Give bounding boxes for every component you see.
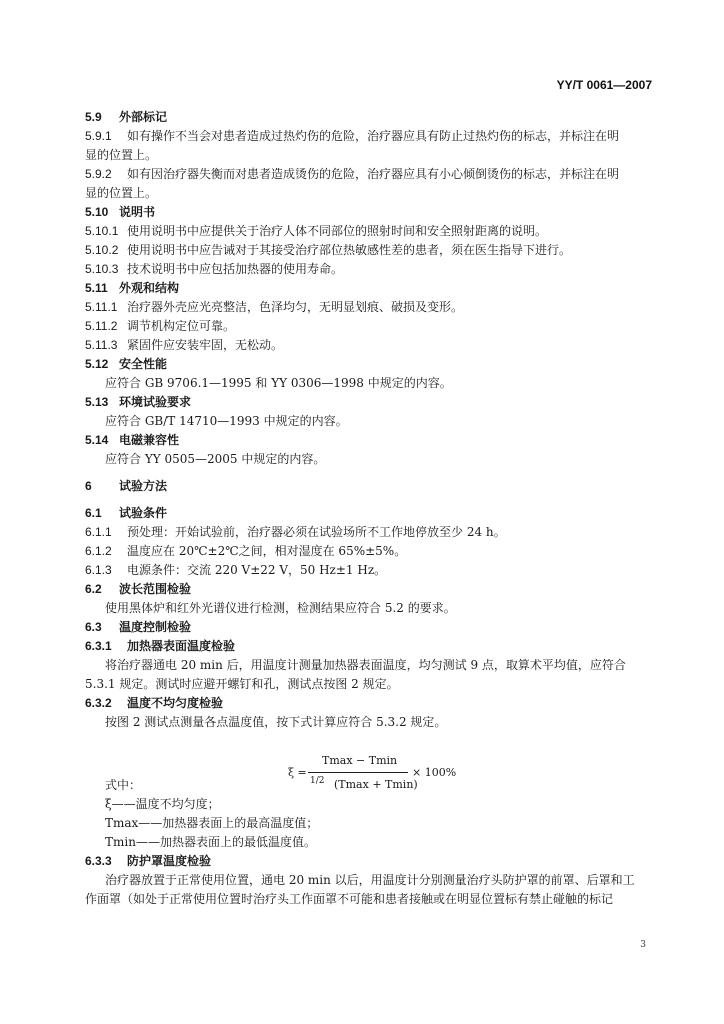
- section-text: 将治疗器通电 20 min 后，用温度计测量加热器表面温度，均匀测试 9 点，取算术平均值，应符合: [105, 658, 626, 672]
- section-text: 按图 2 测试点测量各点温度值，按下式计算应符合 5.3.2 规定。: [105, 715, 447, 729]
- section-text: 紧固件应安装牢固，无松动。: [127, 338, 284, 352]
- section-heading: [85, 281, 179, 296]
- section-text: 应符合 GB 9706.1—1995 和 YY 0306—1998 中规定的内容。: [105, 376, 452, 390]
- formula-suffix: × 100%: [412, 766, 457, 779]
- section-text: 5.3.1 规定。测试时应避开螺钉和孔，测试点按图 2 规定。: [85, 677, 399, 691]
- section-number: 6: [85, 479, 92, 493]
- section-number: 5.9: [85, 110, 102, 124]
- section-text: 说明书: [119, 205, 156, 219]
- section-heading: [85, 357, 167, 372]
- section-text: 治疗器放置于正常使用位置，通电 20 min 以后，用温度计分别测量治疗头防护罩的前罩、后罩和工: [105, 873, 635, 887]
- body-line: [85, 544, 406, 559]
- section-number: 5.11.1: [85, 300, 118, 314]
- body-line: [85, 224, 547, 239]
- section-text: 使用说明书中应提供关于治疗人体不同部位的照射时间和安全照射距离的说明。: [127, 224, 548, 238]
- section-text: 环境试验要求: [119, 395, 192, 409]
- section-text: 治疗器外壳应光亮整洁，色泽均匀，无明显划痕、破损及变形。: [127, 300, 464, 314]
- formula-lhs: ξ =: [288, 766, 307, 779]
- body-line: [85, 129, 619, 144]
- section-heading: [85, 395, 191, 410]
- section-number: 6.1.3: [85, 563, 112, 577]
- section-text: 电磁兼容性: [119, 433, 180, 447]
- section-number: 5.10: [85, 205, 109, 219]
- body-line: [85, 186, 157, 201]
- section-number: 5.11.3: [85, 338, 118, 352]
- section-text: 显的位置上。: [85, 186, 158, 200]
- body-line: [105, 835, 316, 850]
- section-number: 5.14: [85, 433, 109, 447]
- section-text: 波长范围检验: [119, 582, 192, 596]
- section-text: 温度不均匀度检验: [127, 696, 224, 710]
- section-number: 5.10.1: [85, 224, 119, 238]
- section-text: Tmin——加热器表面上的最低温度值。: [105, 835, 316, 849]
- section-text: 温度应在 20℃±2℃之间，相对湿度在 65%±5%。: [127, 544, 407, 558]
- section-number: 6.3.1: [85, 639, 112, 653]
- section-text: 试验条件: [119, 506, 168, 520]
- section-text: 使用黑体炉和红外光谱仪进行检测，检测结果应符合 5.2 的要求。: [105, 601, 456, 615]
- body-line: [85, 525, 506, 540]
- section-heading: [85, 582, 191, 597]
- section-heading: [85, 479, 167, 494]
- section-heading: [85, 620, 191, 635]
- formula-half: 1/2: [310, 776, 325, 786]
- section-heading: [85, 639, 235, 654]
- section-text: 电源条件：交流 220 V±22 V，50 Hz±1 Hz。: [127, 563, 387, 577]
- section-text: 技术说明书中应包括加热器的使用寿命。: [127, 262, 344, 276]
- section-text: 使用说明书中应告诫对于其接受治疗部位热敏感性差的患者，须在医生指导下进行。: [127, 243, 572, 257]
- section-text: 外部标记: [119, 110, 168, 124]
- formula-numerator: Tmax − Tmin: [322, 754, 398, 767]
- section-number: 6.3.2: [85, 696, 112, 710]
- fraction-bar: [308, 772, 408, 773]
- section-text: 防护罩温度检验: [127, 854, 212, 868]
- body-line: [85, 262, 343, 277]
- section-heading: [85, 696, 223, 711]
- section-heading: [85, 110, 167, 125]
- section-number: 5.11: [85, 281, 108, 295]
- section-number: 6.1.2: [85, 544, 112, 558]
- body-line: [85, 300, 463, 315]
- section-text: 显的位置上。: [85, 148, 158, 162]
- section-number: 5.10.3: [85, 262, 119, 276]
- section-heading: [85, 854, 211, 869]
- section-number: 5.9.1: [85, 129, 112, 143]
- body-line: [105, 658, 626, 673]
- section-number: 6.3: [85, 620, 102, 634]
- section-text: 作面罩（如处于正常使用位置时治疗头工作面罩不可能和患者接触或在明显位置标有禁止碰触的标记: [85, 892, 614, 906]
- body-line: [85, 677, 399, 692]
- document-id: YY/T 0061—2007: [556, 78, 652, 92]
- formula-denominator: (Tmax + Tmin): [334, 778, 418, 791]
- section-text: 应符合 GB/T 14710—1993 中规定的内容。: [105, 414, 348, 428]
- body-line: [105, 414, 348, 429]
- section-text: 式中：: [105, 778, 142, 792]
- section-number: 6.1.1: [85, 525, 112, 539]
- body-line: [105, 816, 318, 831]
- section-text: 温度控制检验: [119, 620, 192, 634]
- section-text: 加热器表面温度检验: [127, 639, 236, 653]
- body-line: [85, 167, 619, 182]
- body-line: [105, 601, 456, 616]
- body-line: [105, 873, 635, 888]
- nonuniformity-formula: [288, 752, 468, 798]
- section-heading: [85, 205, 155, 220]
- body-line: [105, 452, 325, 467]
- body-line: [85, 892, 613, 907]
- section-text: 试验方法: [119, 479, 168, 493]
- body-line: [105, 797, 220, 812]
- section-number: 5.13: [85, 395, 109, 409]
- section-heading: [85, 433, 179, 448]
- body-line: [85, 148, 157, 163]
- section-number: 5.10.2: [85, 243, 119, 257]
- section-text: 如有因治疗器失衡而对患者造成烫伤的危险，治疗器应具有小心倾倒烫伤的标志，并标注在明: [127, 167, 620, 181]
- section-number: 6.1: [85, 506, 102, 520]
- section-text: 应符合 YY 0505—2005 中规定的内容。: [105, 452, 326, 466]
- section-number: 5.9.2: [85, 167, 112, 181]
- section-text: 如有操作不当会对患者造成过热灼伤的危险，治疗器应具有防止过热灼伤的标志，并标注在明: [127, 129, 620, 143]
- section-number: 6.2: [85, 582, 102, 596]
- section-text: Tmax——加热器表面上的最高温度值；: [105, 816, 319, 830]
- section-number: 5.12: [85, 357, 109, 371]
- section-text: 外观和结构: [119, 281, 180, 295]
- section-heading: [85, 506, 167, 521]
- body-line: [85, 243, 571, 258]
- section-text: ξ——温度不均匀度；: [105, 797, 220, 811]
- section-number: 6.3.3: [85, 854, 112, 868]
- body-line: [105, 778, 141, 793]
- section-text: 安全性能: [119, 357, 168, 371]
- body-line: [105, 376, 452, 391]
- section-number: 5.11.2: [85, 319, 118, 333]
- body-line: [85, 563, 386, 578]
- body-line: [105, 715, 446, 730]
- body-line: [85, 319, 235, 334]
- section-text: 预处理：开始试验前，治疗器必须在试验场所不工作地停放至少 24 h。: [127, 525, 506, 539]
- section-text: 调节机构定位可靠。: [127, 319, 236, 333]
- page-number: 3: [640, 940, 646, 950]
- body-line: [85, 338, 283, 353]
